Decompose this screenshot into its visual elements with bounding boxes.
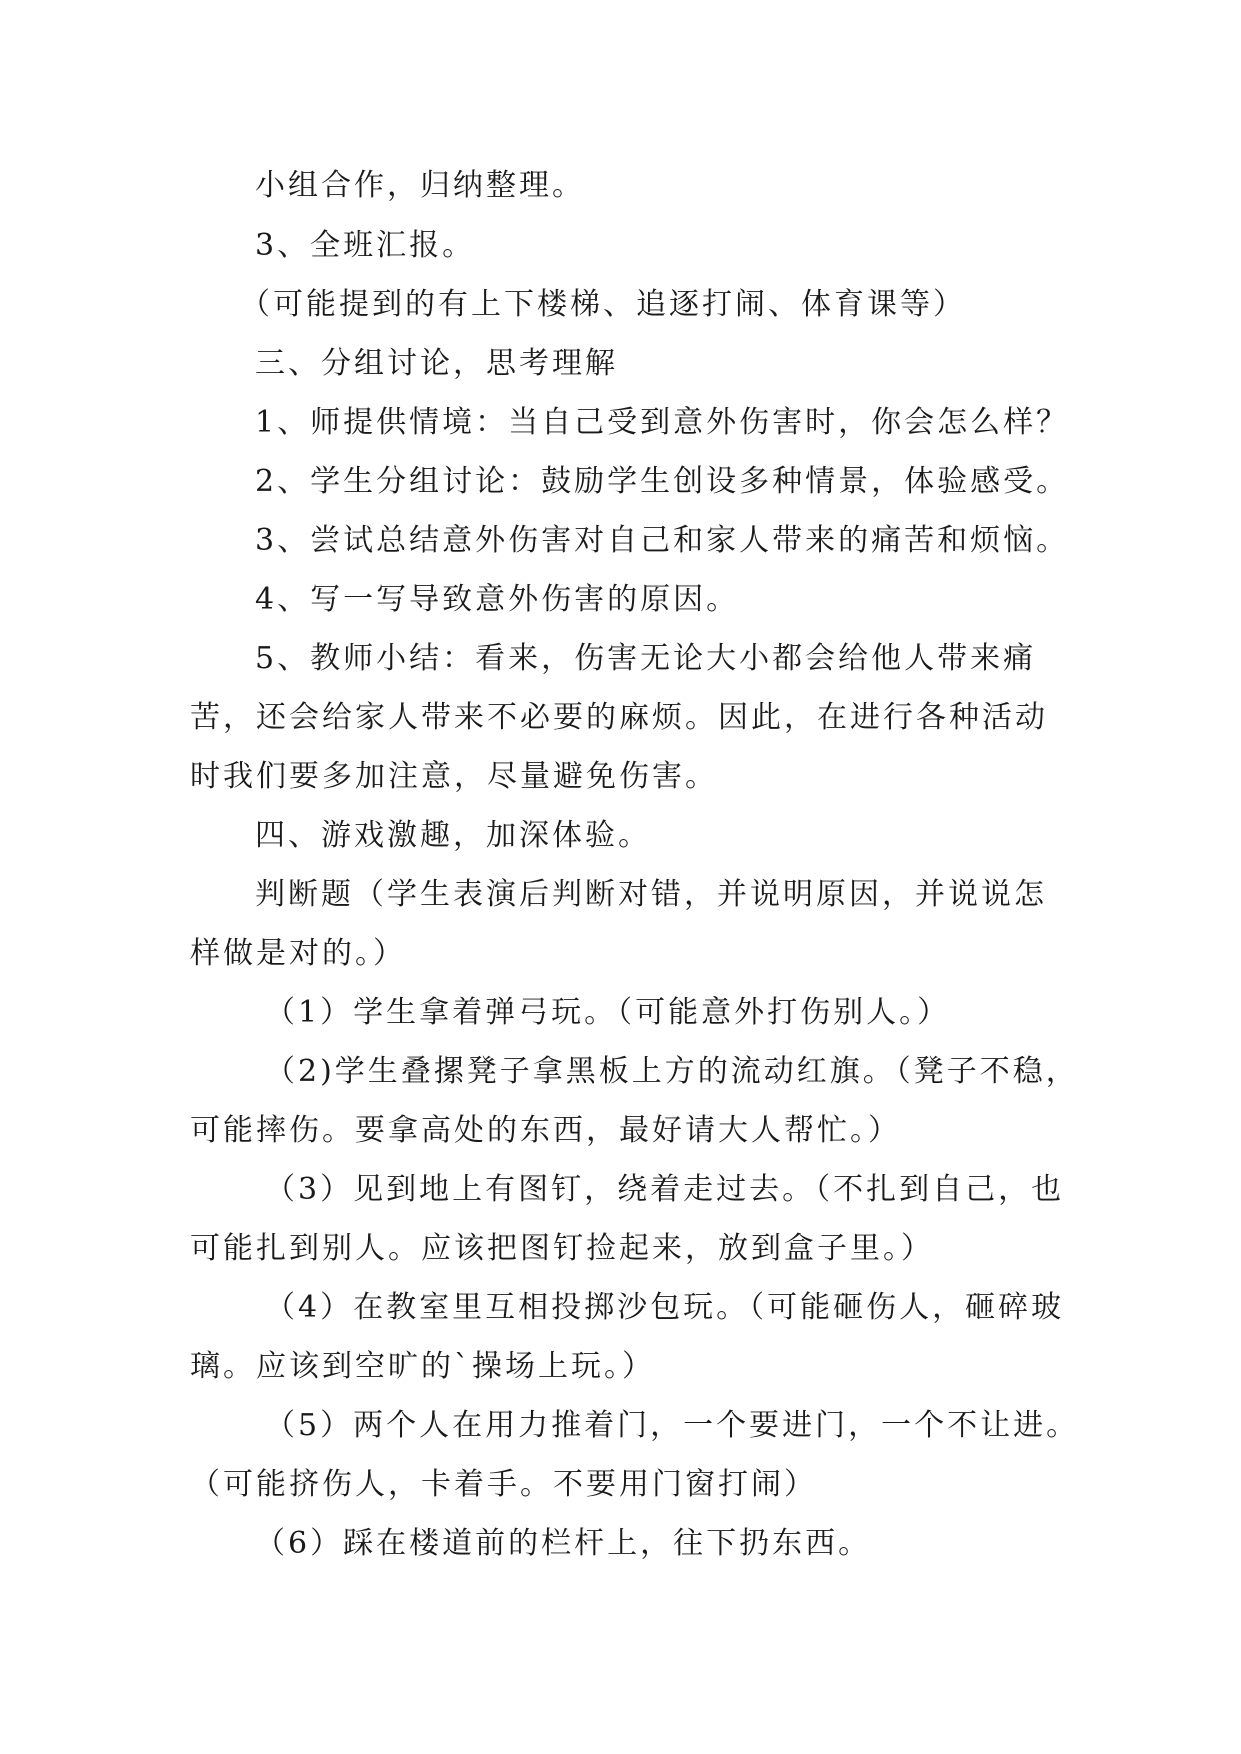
text-line: （2)学生叠摞凳子拿黑板上方的流动红旗。（凳子不稳， — [265, 1054, 1079, 1089]
text-line: （1）学生拿着弹弓玩。（可能意外打伤别人。） — [265, 995, 951, 1030]
text-line: 小组合作，归纳整理。 — [255, 168, 585, 203]
text-line: （5）两个人在用力推着门，一个要进门，一个不让进。 — [265, 1408, 1080, 1443]
text-line: 样做是对的。） — [190, 936, 406, 971]
text-line: 1、师提供情境：当自己受到意外伤害时，你会怎么样？ — [255, 405, 1070, 440]
section-heading: 三、分组讨论，思考理解 — [255, 346, 618, 381]
text-line: 3、尝试总结意外伤害对自己和家人带来的痛苦和烦恼。 — [255, 523, 1070, 558]
text-line: 4、写一写导致意外伤害的原因。 — [255, 582, 740, 617]
text-line: 2、学生分组讨论：鼓励学生创设多种情景，体验感受。 — [255, 464, 1070, 499]
text-line: 5、教师小结：看来，伤害无论大小都会给他人带来痛 — [255, 641, 1037, 676]
text-line: 璃。应该到空旷的`操场上玩。） — [190, 1349, 655, 1384]
text-line: （3）见到地上有图钉，绕着走过去。（不扎到自己，也 — [265, 1172, 1065, 1207]
section-heading: 四、游戏激趣，加深体验。 — [255, 818, 651, 853]
text-line: 可能摔伤。要拿高处的东西，最好请大人帮忙。） — [190, 1113, 901, 1148]
text-line: （可能提到的有上下楼梯、追逐打闹、体育课等） — [240, 287, 966, 322]
text-line: 判断题（学生表演后判断对错，并说明原因，并说说怎 — [255, 877, 1047, 912]
text-line: （4）在教室里互相投掷沙包玩。（可能砸伤人，砸碎玻 — [265, 1290, 1065, 1325]
text-line: 可能扎到别人。应该把图钉捡起来，放到盒子里。） — [190, 1231, 934, 1266]
text-line: 时我们要多加注意，尽量避免伤害。 — [190, 759, 718, 794]
text-line: 苦，还会给家人带来不必要的麻烦。因此，在进行各种活动 — [190, 700, 1048, 735]
text-line: 3、全班汇报。 — [255, 228, 476, 263]
text-line: （6）踩在楼道前的栏杆上，往下扔东西。 — [255, 1526, 872, 1561]
text-line: （可能挤伤人，卡着手。不要用门窗打闹） — [190, 1467, 817, 1502]
